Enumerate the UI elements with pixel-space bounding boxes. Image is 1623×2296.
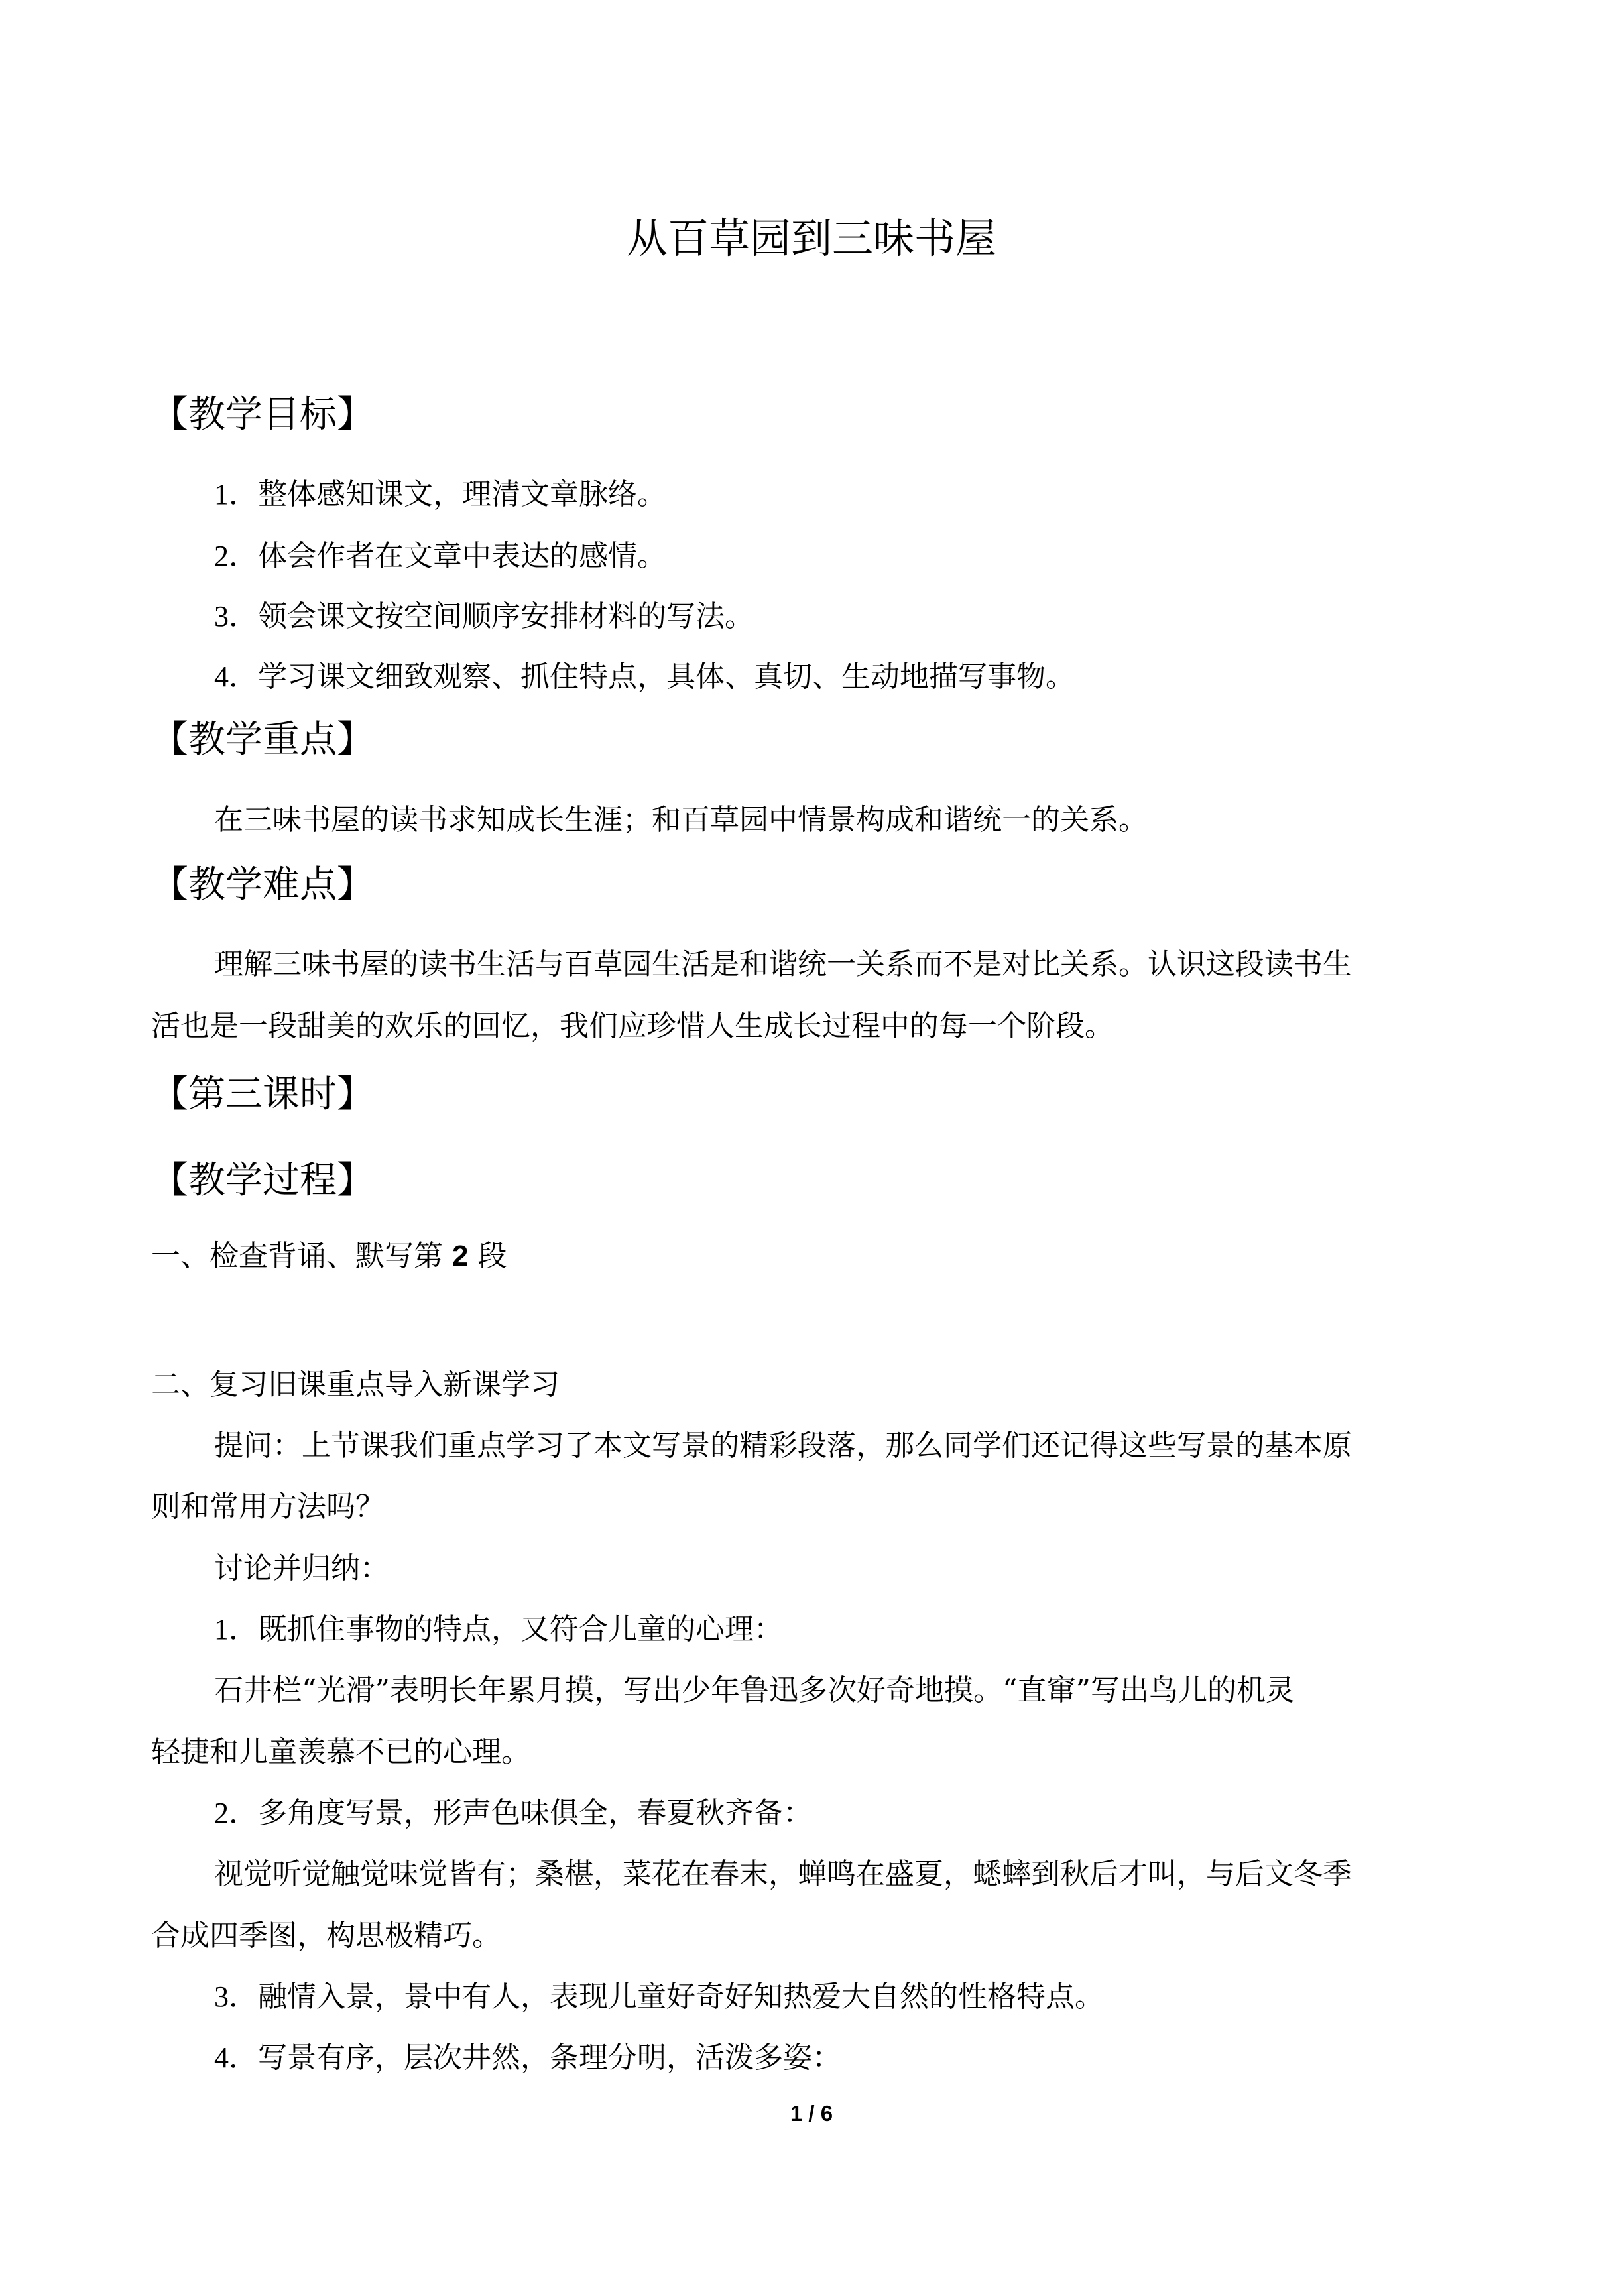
- goal-item-1: [214, 474, 666, 515]
- point-number: 3．: [214, 1980, 258, 2013]
- point-number: 2．: [214, 1797, 258, 1829]
- heading-difficulties: 【教学难点】: [151, 863, 374, 906]
- point-text: 多角度写景，形声色味俱全，春夏秋齐备：: [258, 1796, 812, 1830]
- process-step-2: 二、复习旧课重点导入新课学习: [151, 1368, 560, 1402]
- goal-item-number: 1．: [214, 478, 258, 511]
- key-points-text: 在三味书屋的读书求知成长生涯；和百草园中情景构成和谐统一的关系。: [214, 803, 1148, 837]
- goal-item-4: [214, 656, 1075, 697]
- point-number: 4．: [214, 2041, 258, 2074]
- point-number: 1．: [214, 1613, 258, 1646]
- page-number: 1 / 6: [790, 2101, 833, 2126]
- goal-item-number: 2．: [214, 540, 258, 572]
- goal-item-number: 4．: [214, 660, 258, 693]
- step-1-prefix: 一、检查背诵、默写第: [151, 1239, 443, 1273]
- heading-teaching-goals: 【教学目标】: [151, 393, 374, 436]
- heading-third-lesson: 【第三课时】: [151, 1073, 374, 1116]
- question-line-2: 则和常用方法吗？: [151, 1490, 385, 1524]
- point-text: 既抓住事物的特点，又符合儿童的心理：: [258, 1612, 783, 1646]
- document-title: 从百草园到三味书屋: [626, 214, 996, 263]
- goal-item-text: 体会作者在文章中表达的感情。: [258, 539, 666, 573]
- process-step-1: [151, 1236, 507, 1277]
- step-1-suffix: 段: [477, 1239, 507, 1273]
- heading-teaching-process: 【教学过程】: [151, 1159, 374, 1202]
- goal-item-text: 领会课文按空间顺序安排材料的写法。: [258, 599, 754, 633]
- difficulties-text-line-2: 活也是一段甜美的欢乐的回忆，我们应珍惜人生成长过程中的每一个阶段。: [151, 1009, 1114, 1043]
- goal-item-text: 整体感知课文，理清文章脉络。: [258, 477, 666, 511]
- point-2-detail-line-1: 视觉听觉触觉味觉皆有；桑椹，菜花在春末，蝉鸣在盛夏，蟋蟀到秋后才叫，与后文冬季: [214, 1857, 1352, 1891]
- point-text: 融情入景，景中有人，表现儿童好奇好知热爱大自然的性格特点。: [258, 1980, 1104, 2014]
- goal-item-number: 3．: [214, 600, 258, 633]
- summary-point-2: [214, 1793, 812, 1834]
- goal-item-3: [214, 596, 754, 637]
- difficulties-text-line-1: 理解三味书屋的读书生活与百草园生活是和谐统一关系而不是对比关系。认识这段读书生: [214, 947, 1352, 981]
- point-text: 写景有序，层次井然，条理分明，活泼多姿：: [258, 2041, 841, 2075]
- discuss-label: 讨论并归纳：: [214, 1551, 389, 1585]
- point-2-detail-line-2: 合成四季图，构思极精巧。: [151, 1919, 501, 1953]
- step-1-paragraph-number: 2: [452, 1240, 469, 1272]
- point-1-detail-line-2: 轻捷和儿童羡慕不已的心理。: [151, 1735, 530, 1769]
- point-1-detail-line-1: 石井栏“光滑”表明长年累月摸，写出少年鲁迅多次好奇地摸。“直窜”写出鸟儿的机灵: [214, 1673, 1295, 1707]
- summary-point-1: [214, 1609, 783, 1650]
- summary-point-3: [214, 1976, 1104, 2018]
- goal-item-text: 学习课文细致观察、抓住特点，具体、真切、生动地描写事物。: [258, 660, 1075, 694]
- summary-point-4: [214, 2037, 841, 2079]
- question-line-1: 提问：上节课我们重点学习了本文写景的精彩段落，那么同学们还记得这些写景的基本原: [214, 1429, 1352, 1463]
- heading-key-points: 【教学重点】: [151, 718, 374, 761]
- goal-item-2: [214, 536, 666, 577]
